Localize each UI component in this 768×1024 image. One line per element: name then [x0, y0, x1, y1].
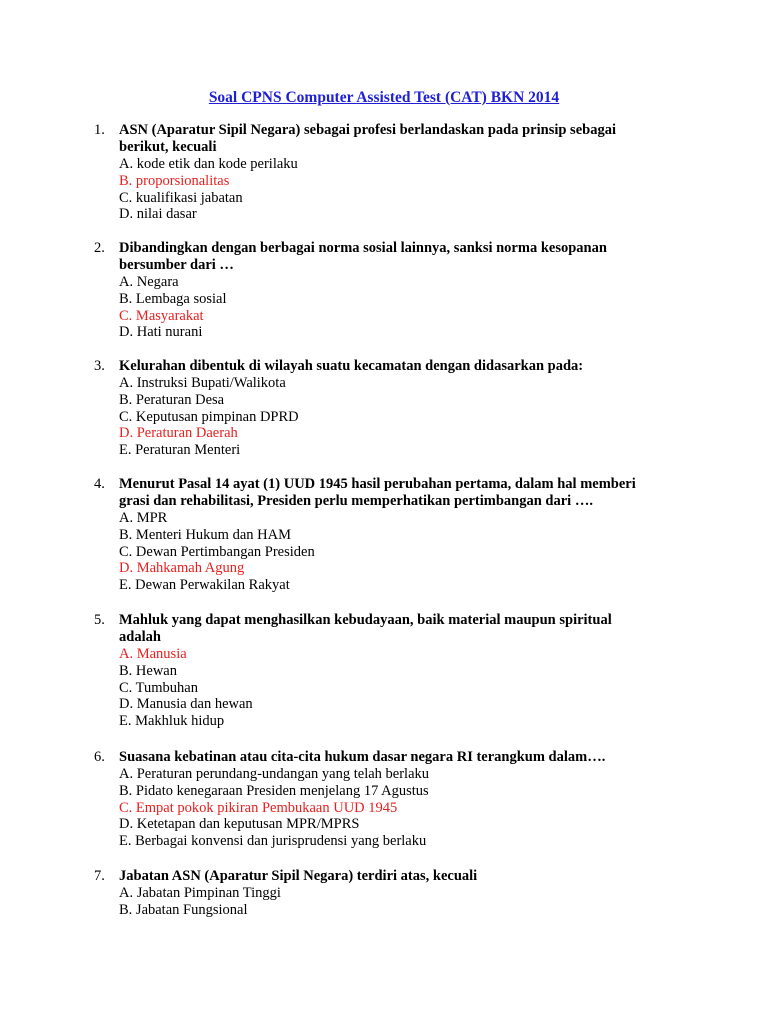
answer-option: A. Peraturan perundang-undangan yang telah berlaku: [119, 766, 430, 782]
answer-option-correct: D. Peraturan Daerah: [119, 425, 238, 442]
answer-option: A. Negara: [119, 274, 179, 290]
answer-option: B. Lembaga sosial: [119, 290, 227, 307]
question-stem-line: Kelurahan dibentuk di wilayah suatu kecamatan dengan didasarkan pada:: [119, 358, 584, 374]
question-1: [94, 122, 694, 223]
question-4: [94, 476, 694, 594]
question-stem-line: Menurut Pasal 14 ayat (1) UUD 1945 hasil perubahan pertama, dalam hal memberi: [119, 476, 636, 492]
answer-option: A. Instruksi Bupati/Walikota: [119, 375, 286, 391]
answer-option: A. MPR: [119, 510, 168, 526]
answer-option-correct: C. Empat pokok pikiran Pembukaan UUD 1945: [119, 799, 398, 816]
answer-option: E. Berbagai konvensi dan jurisprudensi yang berlaku: [119, 833, 427, 850]
question-stem-line: ASN (Aparatur Sipil Negara) sebagai profesi berlandaskan pada prinsip sebagai: [119, 122, 616, 138]
question-stem-line: berikut, kecuali: [119, 139, 217, 155]
question-2: [94, 240, 694, 341]
question-7: [94, 868, 694, 919]
answer-option: B. Pidato kenegaraan Presiden menjelang 17 Agustus: [119, 782, 429, 799]
answer-option: B. Peraturan Desa: [119, 391, 225, 408]
question-stem-line: Mahluk yang dapat menghasilkan kebudayaan, baik material maupun spiritual: [119, 612, 612, 628]
answer-option-correct: A. Manusia: [119, 646, 187, 662]
question-number: 7.: [94, 868, 105, 884]
question-number: 2.: [94, 240, 105, 256]
question-5: [94, 612, 694, 730]
question-stem-line: adalah: [119, 629, 161, 645]
answer-option: D. Manusia dan hewan: [119, 696, 253, 713]
question-number: 1.: [94, 122, 105, 138]
answer-option: B. Menteri Hukum dan HAM: [119, 526, 291, 543]
question-stem-line: Jabatan ASN (Aparatur Sipil Negara) terdiri atas, kecuali: [119, 868, 478, 884]
answer-option: B. Hewan: [119, 662, 177, 679]
answer-option: D. Hati nurani: [119, 324, 203, 341]
answer-option-correct: C. Masyarakat: [119, 307, 204, 324]
question-6: [94, 749, 694, 850]
question-number: 3.: [94, 358, 105, 374]
question-number: 6.: [94, 749, 105, 765]
answer-option: A. Jabatan Pimpinan Tinggi: [119, 885, 281, 901]
question-3: [94, 358, 694, 459]
answer-option: C. Dewan Pertimbangan Presiden: [119, 543, 315, 560]
question-number: 4.: [94, 476, 105, 492]
question-stem-line: grasi dan rehabilitasi, Presiden perlu memperhatikan pertimbangan dari ….: [119, 493, 593, 509]
answer-option: C. Tumbuhan: [119, 679, 198, 696]
answer-option: C. Keputusan pimpinan DPRD: [119, 408, 299, 425]
question-stem-line: Dibandingkan dengan berbagai norma sosial lainnya, sanksi norma kesopanan: [119, 240, 607, 256]
answer-option-correct: B. proporsionalitas: [119, 172, 230, 189]
page-title: Soal CPNS Computer Assisted Test (CAT) BKN 2014: [208, 89, 560, 106]
answer-option-correct: D. Mahkamah Agung: [119, 560, 245, 577]
answer-option: A. kode etik dan kode perilaku: [119, 156, 298, 172]
answer-option: D. Ketetapan dan keputusan MPR/MPRS: [119, 816, 360, 833]
question-stem-line: Suasana kebatinan atau cita-cita hukum dasar negara RI terangkum dalam….: [119, 749, 606, 765]
answer-option: E. Peraturan Menteri: [119, 442, 241, 459]
question-number: 5.: [94, 612, 105, 628]
answer-option: E. Makhluk hidup: [119, 713, 225, 730]
question-stem-line: bersumber dari …: [119, 257, 234, 273]
answer-option: B. Jabatan Fungsional: [119, 901, 248, 918]
answer-option: D. nilai dasar: [119, 206, 197, 223]
answer-option: C. kualifikasi jabatan: [119, 189, 243, 206]
answer-option: E. Dewan Perwakilan Rakyat: [119, 577, 290, 594]
